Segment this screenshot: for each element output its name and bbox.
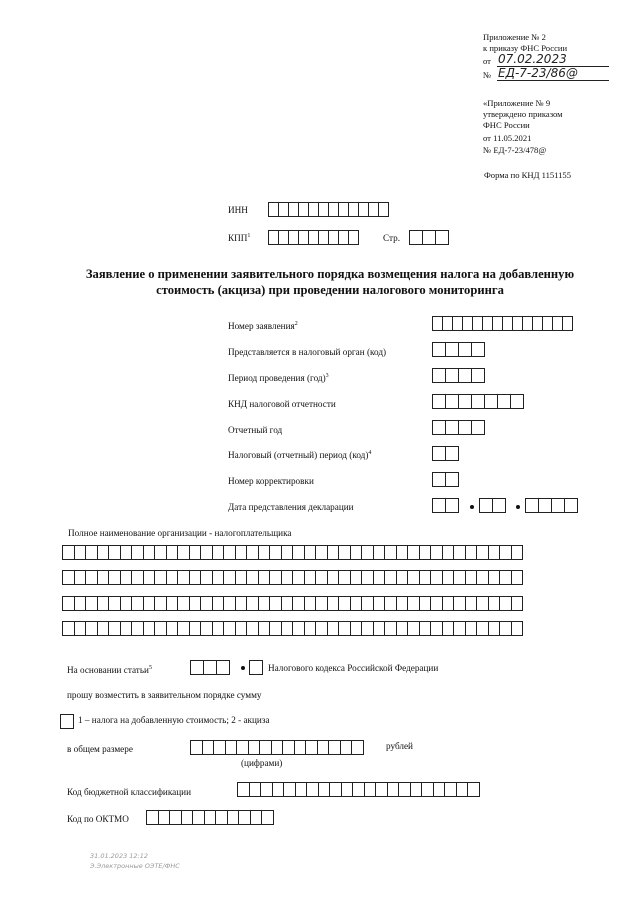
- tax-period-boxes[interactable]: [432, 446, 458, 461]
- prev-appendix-line-3: ФНС России: [483, 120, 530, 130]
- request-text: прошу возместить в заявительном порядке сумму: [67, 690, 262, 700]
- kbk-label: Код бюджетной классификации: [67, 787, 191, 797]
- application-number-label: Номер заявления$^2$: [228, 320, 298, 331]
- org-name-row-1[interactable]: [62, 545, 522, 560]
- tax-type-text: 1 – налога на добавленную стоимость; 2 - акциза: [78, 715, 270, 725]
- appendix-line-2: к приказу ФНС России: [483, 43, 568, 53]
- org-name-label: Полное наименование организации - налогоплательщика: [68, 528, 292, 538]
- declaration-month-boxes[interactable]: [479, 498, 505, 513]
- period-year-label: Период проведения (год)$^3$: [228, 372, 329, 383]
- form-title-line-2: стоимость (акциза) при проведении налогового мониторинга: [156, 283, 504, 297]
- article-part-box[interactable]: [249, 660, 262, 675]
- form-code: Форма по КНД 1151155: [484, 170, 572, 180]
- amount-label: в общем размере: [67, 744, 133, 754]
- appendix-line-1: Приложение № 2: [483, 32, 546, 42]
- inn-boxes[interactable]: [268, 202, 388, 217]
- org-name-row-2[interactable]: [62, 570, 522, 585]
- oktmo-label: Код по ОКТМО: [67, 814, 129, 824]
- tax-authority-label: Представляется в налоговый орган (код): [228, 347, 387, 357]
- kpp-label: КПП$^1$: [228, 232, 251, 243]
- tax-authority-boxes[interactable]: [432, 342, 484, 357]
- org-name-row-3[interactable]: [62, 596, 522, 611]
- declaration-year-boxes[interactable]: [525, 498, 577, 513]
- page-number-boxes[interactable]: [409, 230, 448, 245]
- date-separator-dot: [470, 505, 474, 509]
- prev-appendix-line-4: от 11.05.2021: [483, 133, 532, 143]
- period-year-boxes[interactable]: [432, 368, 484, 383]
- basis-suffix: Налогового кодекса Российской Федерации: [268, 663, 439, 673]
- article-separator-dot: [241, 666, 245, 670]
- report-year-label: Отчетный год: [228, 425, 283, 435]
- stamp-line-2: Э.Электронные ОЭТЕ/ФНС: [90, 862, 180, 870]
- appendix-number-prefix: №: [483, 70, 492, 80]
- number-underline: [497, 80, 609, 81]
- basis-prefix: На основании статьи$^5$: [67, 664, 152, 675]
- org-name-row-4[interactable]: [62, 621, 522, 636]
- knd-report-boxes[interactable]: [432, 394, 523, 409]
- prev-appendix-line-1: «Приложение № 9: [483, 98, 551, 108]
- declaration-date-label: Дата представления декларации: [228, 502, 354, 512]
- date-separator-dot: [516, 505, 520, 509]
- kpp-boxes[interactable]: [268, 230, 358, 245]
- amount-boxes[interactable]: [190, 740, 363, 755]
- stamp-line-1: 31.01.2023 12:12: [90, 852, 149, 860]
- article-number-boxes[interactable]: [190, 660, 229, 675]
- appendix-date-prefix: от: [483, 56, 491, 66]
- application-number-boxes[interactable]: [432, 316, 572, 331]
- declaration-day-boxes[interactable]: [432, 498, 458, 513]
- prev-appendix-line-5: № ЕД-7-23/478@: [483, 145, 547, 155]
- inn-label: ИНН: [228, 205, 248, 215]
- appendix-number-handwritten: ЕД-7-23/86@: [498, 66, 578, 80]
- knd-report-label: КНД налоговой отчетности: [228, 399, 336, 409]
- correction-number-boxes[interactable]: [432, 472, 458, 487]
- amount-hint: (цифрами): [241, 758, 283, 768]
- oktmo-boxes[interactable]: [146, 810, 273, 825]
- appendix-date-handwritten: 07.02.2023: [498, 52, 567, 66]
- kbk-boxes[interactable]: [237, 782, 479, 797]
- tax-period-label: Налоговый (отчетный) период (код)$^4$: [228, 449, 372, 460]
- prev-appendix-line-2: утверждено приказом: [483, 109, 563, 119]
- page-label: Стр.: [383, 233, 401, 243]
- report-year-boxes[interactable]: [432, 420, 484, 435]
- amount-unit: рублей: [386, 741, 413, 751]
- correction-number-label: Номер корректировки: [228, 476, 314, 486]
- tax-type-box[interactable]: [60, 714, 73, 729]
- form-title-line-1: Заявление о применении заявительного порядка возмещения налога на добавленную: [85, 267, 575, 281]
- kpp-footnote: 1: [247, 232, 251, 239]
